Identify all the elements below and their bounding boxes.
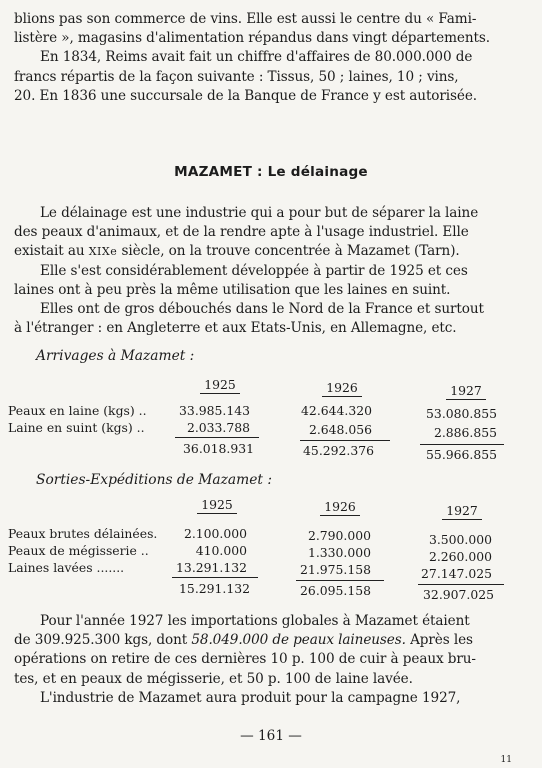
table-row — [0, 560, 542, 581]
cell-value: 53.080.855 — [426, 406, 497, 421]
table-row — [0, 526, 542, 547]
text-line: Elle s'est considérablement développée à partir de 1925 et ces — [40, 262, 468, 279]
text-line: de 309.925.300 kgs, dont 58.049.000 de peaux laineuses. Après les — [14, 632, 473, 649]
year-header: 1925 — [197, 497, 237, 514]
cell-value: 2.033.788 — [186, 420, 250, 435]
text-line: blions pas son commerce de vins. Elle est aussi le centre du « Fami- — [14, 11, 477, 27]
corner-mark: 11 — [500, 755, 512, 765]
year-header: 1925 — [200, 377, 240, 394]
text-line: Elles ont de gros débouchés dans le Nord de la France et surtout — [40, 301, 484, 318]
italic-phrase: 58.049.000 de peaux laineuses. — [191, 632, 406, 649]
row-label: Peaux de mégisserie .. — [8, 543, 149, 558]
total-value: 36.018.931 — [183, 441, 254, 456]
text-line: listère », magasins d'alimentation répandus dans vingt départements. — [14, 30, 490, 47]
cell-value: 410.000 — [195, 543, 247, 558]
sorties-caption: Sorties-Expéditions de Mazamet : — [36, 472, 272, 488]
table-row — [0, 403, 542, 421]
total-value: 45.292.376 — [303, 443, 374, 458]
row-label: Peaux en laine (kgs) .. — [8, 403, 147, 418]
cell-value: 13.291.132 — [176, 560, 247, 575]
year-header: 1926 — [320, 499, 360, 516]
text-line: laines ont à peu près la même utilisation que les laines en suint. — [14, 281, 451, 298]
cell-value: 33.985.143 — [179, 403, 250, 418]
sum-rule — [175, 437, 259, 438]
year-header: 1926 — [322, 380, 362, 397]
cell-value: 21.975.158 — [300, 562, 371, 577]
year-header: 1927 — [446, 383, 486, 400]
table-total-row — [0, 441, 542, 462]
cell-value: 2.790.000 — [307, 528, 371, 543]
year-header: 1927 — [442, 503, 482, 520]
total-value: 55.966.855 — [426, 447, 497, 462]
text-line: opérations on retire de ces dernières 10 p. 100 de cuir à peaux bru- — [14, 651, 476, 668]
text-line: francs répartis de la façon suivante : Tissus, 50 ; laines, 10 ; vins, — [14, 68, 459, 85]
page-number: — 161 — — [240, 728, 302, 744]
text-line: Le délainage est une industrie qui a pour but de séparer la laine — [40, 205, 479, 221]
text-line: à l'étranger : en Angleterre et aux Etats-Unis, en Allemagne, etc. — [14, 320, 457, 337]
total-value: 15.291.132 — [179, 581, 250, 596]
cell-value: 27.147.025 — [421, 566, 492, 581]
section-heading: MAZAMET : Le délainage — [174, 164, 368, 180]
row-label: Laines lavées ....... — [8, 560, 125, 575]
closing-paragraph — [14, 612, 526, 708]
cell-value: 2.260.000 — [428, 549, 492, 564]
sum-rule — [172, 577, 258, 578]
table-row — [0, 420, 542, 438]
table-row — [0, 543, 542, 564]
total-value: 26.095.158 — [300, 583, 371, 598]
body-paragraphs — [14, 204, 526, 338]
intro-paragraph — [14, 10, 526, 106]
cell-value: 2.100.000 — [183, 526, 247, 541]
text-line: des peaux d'animaux, et de la rendre apte à l'usage industriel. Elle — [14, 224, 469, 241]
text-line: En 1834, Reims avait fait un chiffre d'affaires de 80.000.000 de — [40, 49, 473, 66]
arrivages-caption: Arrivages à Mazamet : — [36, 348, 195, 364]
table-total-row — [0, 581, 542, 602]
cell-value: 1.330.000 — [307, 545, 371, 560]
row-label: Peaux brutes délainées. — [8, 526, 158, 541]
cell-value: 2.886.855 — [433, 425, 497, 440]
text-line: L'industrie de Mazamet aura produit pour la campagne 1927, — [40, 689, 461, 706]
text-line: existait au XIXe siècle, on la trouve concentrée à Mazamet (Tarn). — [14, 243, 460, 260]
text-line: tes, et en peaux de mégisserie, et 50 p. 100 de laine lavée. — [14, 670, 413, 687]
text-line: 20. En 1836 une succursale de la Banque de France y est autorisée. — [14, 87, 478, 104]
total-value: 32.907.025 — [423, 587, 494, 602]
cell-value: 3.500.000 — [428, 532, 492, 547]
text-line: Pour l'année 1927 les importations globales à Mazamet étaient — [40, 613, 470, 629]
cell-value: 42.644.320 — [301, 403, 372, 418]
cell-value: 2.648.056 — [308, 422, 372, 437]
row-label: Laine en suint (kgs) .. — [8, 420, 145, 435]
century-numeral: XIXe — [88, 245, 118, 259]
